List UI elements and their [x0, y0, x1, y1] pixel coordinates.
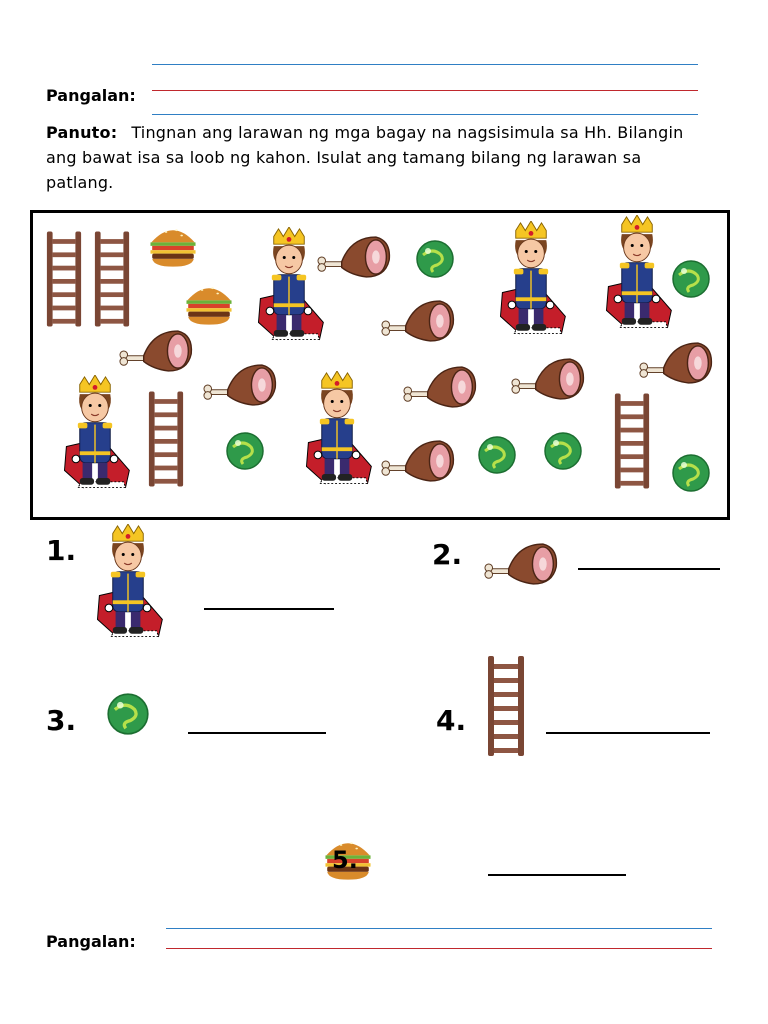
ham-icon: [511, 355, 587, 403]
marble-icon: [543, 431, 583, 471]
ladder-icon: [45, 229, 83, 329]
instructions-label: Panuto:: [46, 123, 118, 142]
ham-icon: [639, 339, 715, 387]
question-4-number: 4.: [436, 704, 467, 737]
footer-name-field-line[interactable]: [166, 948, 712, 949]
question-2-answer-blank[interactable]: [578, 568, 720, 570]
ham-icon: [317, 233, 393, 281]
marble-icon: [477, 435, 517, 475]
king-icon: [597, 215, 677, 339]
ladder-icon: [486, 656, 526, 756]
ham-icon: [119, 327, 195, 375]
marble-icon: [671, 453, 711, 493]
question-1-number: 1.: [46, 534, 77, 567]
name-label: Pangalan:: [46, 86, 136, 105]
marble-icon: [671, 259, 711, 299]
marble-icon: [225, 431, 265, 471]
picture-box: [30, 210, 730, 520]
question-5-answer-blank[interactable]: [488, 874, 626, 876]
king-icon: [297, 371, 377, 495]
question-2-number: 2.: [432, 538, 463, 571]
marble-icon: [106, 692, 150, 736]
question-5-number: 5.: [332, 846, 358, 874]
king-icon: [88, 524, 168, 648]
header-line-bottom: [152, 114, 698, 115]
hamburger-icon: [183, 277, 235, 329]
ladder-icon: [93, 229, 131, 329]
header-line-top: [152, 64, 698, 65]
ham-icon: [381, 297, 457, 345]
ham-icon: [403, 363, 479, 411]
hamburger-icon: [147, 219, 199, 271]
king-icon: [55, 375, 135, 499]
ham-icon: [203, 361, 279, 409]
ham-icon: [381, 437, 457, 485]
ladder-icon: [147, 389, 185, 489]
king-icon: [491, 221, 571, 345]
instructions-text: Tingnan ang larawan ng mga bagay na nagsisimula sa Hh. Bilangin ang bawat isa sa loob ng kahon. Isulat ang tamang bilang ng larawan sa patlang.: [46, 123, 684, 192]
question-3-number: 3.: [46, 704, 77, 737]
footer-line-top: [166, 928, 712, 929]
footer-name-label: Pangalan:: [46, 932, 136, 951]
question-4-answer-blank[interactable]: [546, 732, 710, 734]
ham-icon: [484, 540, 560, 588]
question-3-answer-blank[interactable]: [188, 732, 326, 734]
marble-icon: [415, 239, 455, 279]
ladder-icon: [613, 391, 651, 491]
name-field-line[interactable]: [152, 90, 698, 91]
question-1-answer-blank[interactable]: [204, 608, 334, 610]
instructions: [46, 120, 686, 195]
